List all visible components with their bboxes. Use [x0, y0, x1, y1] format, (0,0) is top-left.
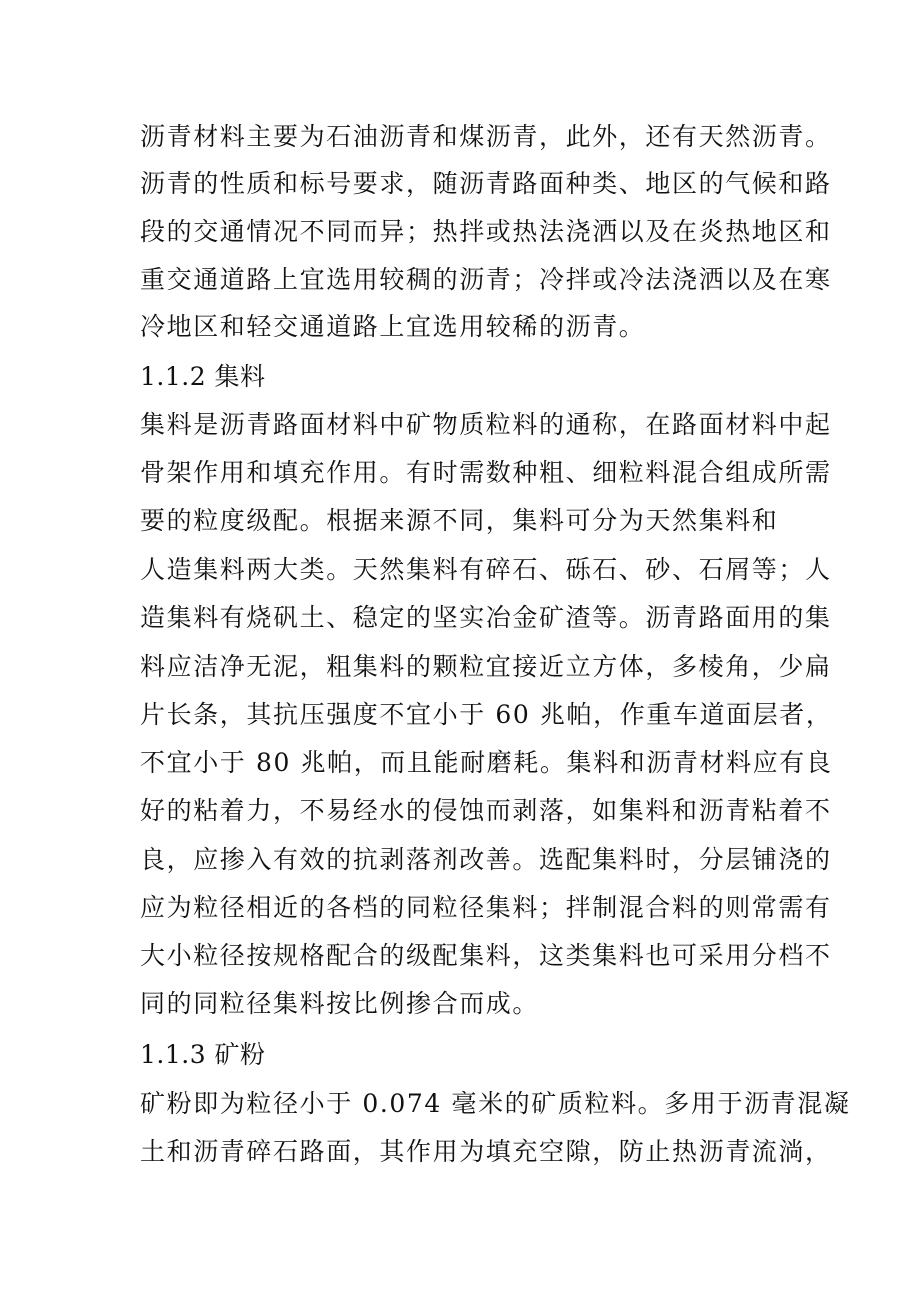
text-line: 料应洁净无泥，粗集料的颗粒宜接近立方体，多棱角，少扁 [140, 652, 832, 681]
text-line: 冷地区和轻交通道路上宜选用较稀的沥青。 [140, 312, 646, 341]
section-heading-1-1-2: 1.1.2 集料 [140, 362, 266, 391]
text-line: 沥青的性质和标号要求，随沥青路面种类、地区的气候和路 [140, 169, 832, 198]
text-line: 矿粉即为粒径小于 0.074 毫米的矿质粒料。多用于沥青混凝 [140, 1089, 851, 1118]
text-line: 造集料有烧矾土、稳定的坚实冶金矿渣等。沥青路面用的集 [140, 603, 832, 632]
text-line: 重交通道路上宜选用较稠的沥青；冷拌或冷法浇洒以及在寒 [140, 265, 832, 294]
text-line: 人造集料两大类。天然集料有碎石、砾石、砂、石屑等；人 [140, 555, 832, 584]
text-line: 集料是沥青路面材料中矿物质粒料的通称，在路面材料中起 [140, 410, 832, 439]
text-line: 骨架作用和填充作用。有时需数种粗、细粒料混合组成所需 [140, 458, 832, 487]
text-line: 好的粘着力，不易经水的侵蚀而剥落，如集料和沥青粘着不 [140, 796, 832, 825]
text-line: 应为粒径相近的各档的同粒径集料；拌制混合料的则常需有 [140, 893, 832, 922]
text-line: 同的同粒径集料按比例掺合而成。 [140, 989, 540, 1018]
text-line: 不宜小于 80 兆帕，而且能耐磨耗。集料和沥青材料应有良 [140, 748, 833, 777]
text-line: 良，应掺入有效的抗剥落剂改善。选配集料时，分层铺浇的 [140, 845, 832, 874]
section-heading-1-1-3: 1.1.3 矿粉 [140, 1040, 266, 1069]
text-line: 片长条，其抗压强度不宜小于 60 兆帕，作重车道面层者， [140, 700, 833, 729]
text-line: 大小粒径按规格配合的级配集料，这类集料也可采用分档不 [140, 941, 832, 970]
text-line: 沥青材料主要为石油沥青和煤沥青，此外，还有天然沥青。 [140, 122, 832, 151]
text-line: 段的交通情况不同而异；热拌或热法浇洒以及在炎热地区和 [140, 217, 832, 246]
text-line: 要的粒度级配。根据来源不同，集料可分为天然集料和 [140, 506, 779, 535]
text-line: 土和沥青碎石路面，其作用为填充空隙，防止热沥青流淌， [140, 1137, 832, 1166]
